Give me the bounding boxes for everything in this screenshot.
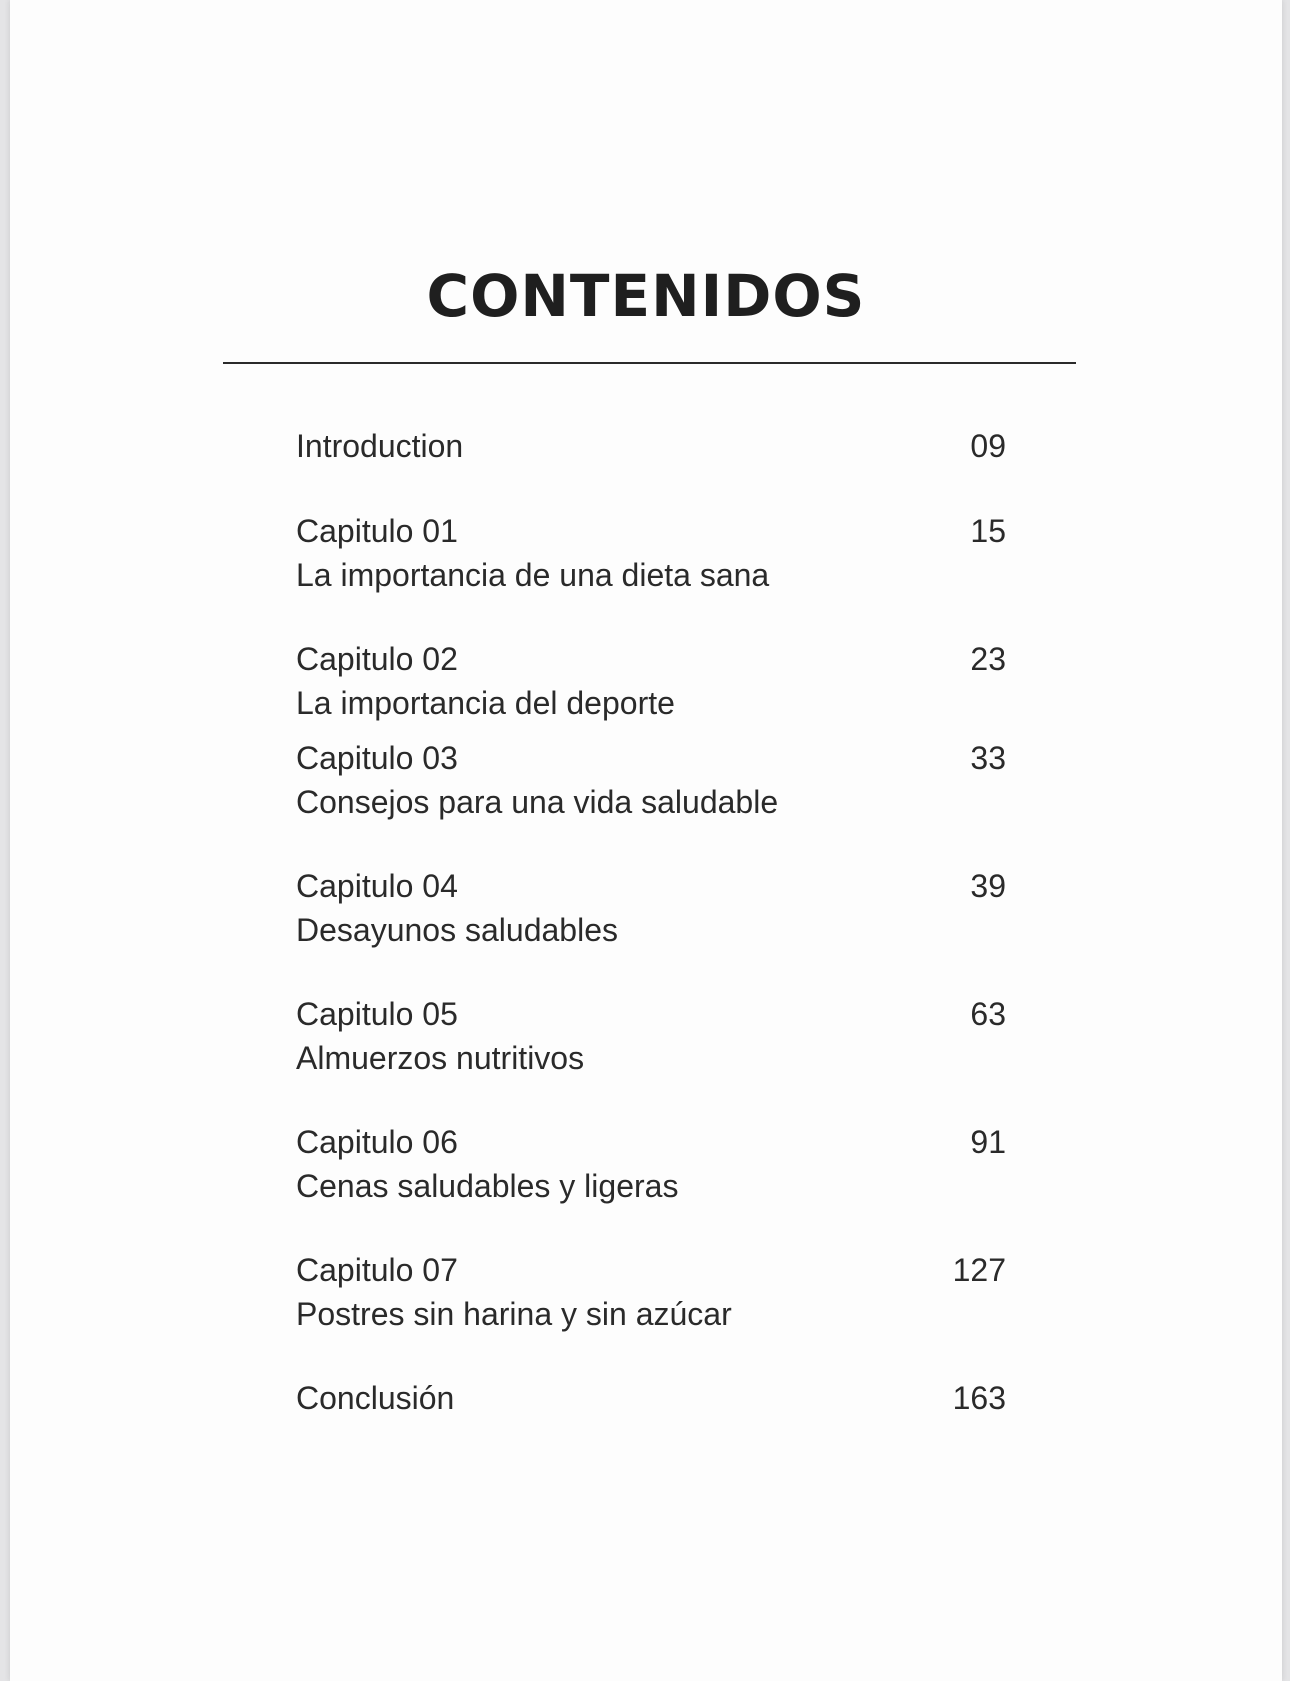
entry-page-number: 39 xyxy=(970,868,1006,904)
toc-entry-capitulo-01[interactable] xyxy=(296,509,1006,597)
entry-page-number: 163 xyxy=(952,1380,1006,1416)
entry-subtitle: Cenas saludables y ligeras xyxy=(296,1168,679,1204)
page-title: CONTENIDOS xyxy=(426,262,866,330)
toc-entry-capitulo-07[interactable] xyxy=(296,1248,1006,1336)
entry-page-number: 15 xyxy=(970,513,1006,549)
entry-page-number: 33 xyxy=(970,740,1006,776)
entry-page-number: 127 xyxy=(952,1252,1006,1288)
entry-heading: Introduction xyxy=(296,428,464,464)
entry-subtitle: Almuerzos nutritivos xyxy=(296,1040,585,1076)
document-page xyxy=(10,0,1282,1681)
entry-heading: Capitulo 04 xyxy=(296,868,458,904)
entry-page-number: 23 xyxy=(970,641,1006,677)
entry-heading: Capitulo 05 xyxy=(296,996,458,1032)
entry-page-number: 09 xyxy=(970,428,1006,464)
entry-heading: Capitulo 06 xyxy=(296,1124,458,1160)
toc-entry-capitulo-03[interactable] xyxy=(296,736,1006,824)
entry-page-number: 91 xyxy=(970,1124,1006,1160)
toc-entry-capitulo-02[interactable] xyxy=(296,637,1006,725)
entry-page-number: 63 xyxy=(970,996,1006,1032)
entry-heading: Conclusión xyxy=(296,1380,455,1416)
entry-subtitle: La importancia de una dieta sana xyxy=(296,557,770,593)
entry-heading: Capitulo 01 xyxy=(296,513,458,549)
entry-heading: Capitulo 07 xyxy=(296,1252,458,1288)
entry-subtitle: La importancia del deporte xyxy=(296,685,675,721)
title-divider xyxy=(223,362,1076,364)
entry-subtitle: Postres sin harina y sin azúcar xyxy=(296,1296,732,1332)
entry-subtitle: Consejos para una vida saludable xyxy=(296,784,779,820)
toc-entry-capitulo-06[interactable] xyxy=(296,1120,1006,1208)
entry-subtitle: Desayunos saludables xyxy=(296,912,618,948)
toc-entry-capitulo-05[interactable] xyxy=(296,992,1006,1080)
toc-entry-capitulo-04[interactable] xyxy=(296,864,1006,952)
entry-heading: Capitulo 03 xyxy=(296,740,458,776)
entry-heading: Capitulo 02 xyxy=(296,641,458,677)
toc-entry-conclusion[interactable] xyxy=(296,1376,1006,1420)
toc-entry-introduction[interactable] xyxy=(296,424,1006,468)
